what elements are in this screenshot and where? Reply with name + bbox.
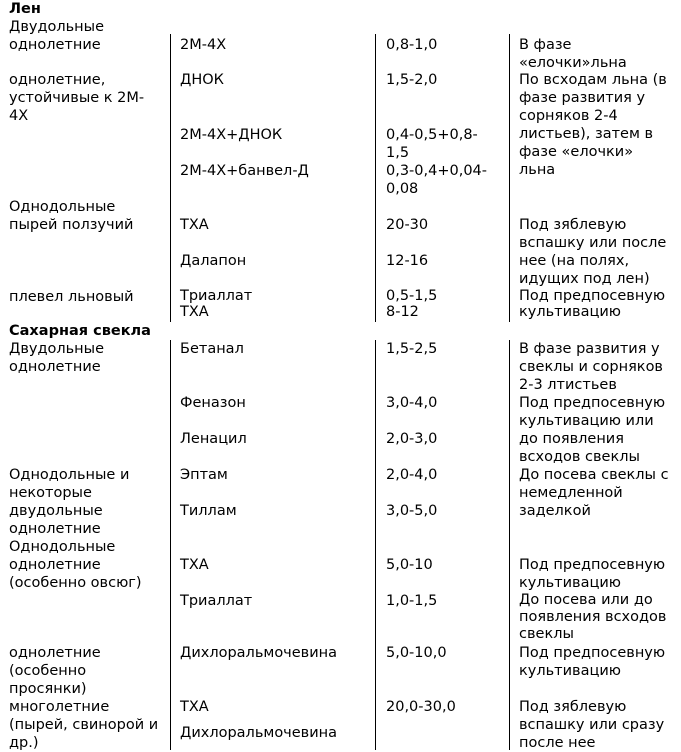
timing-cell: Под зяблевую вспашку или сразу после нее — [519, 699, 665, 751]
section-title-sugar-beet: Сахарная свекла — [9, 323, 151, 339]
herbicide-cell: Триаллат — [180, 593, 253, 609]
herbicide-cell: ТХА — [180, 557, 209, 573]
herbicide-cell: Дихлоральмочевина — [180, 725, 338, 741]
column-divider — [375, 340, 376, 750]
dose-cell: 5,0-10,0 — [386, 645, 447, 661]
weeds-cell: Однодольные однолетние (особенно овсюг) — [9, 539, 142, 591]
herbicide-cell: Эптам — [180, 467, 228, 483]
weeds-cell: Однодольные пырей ползучий — [9, 199, 134, 233]
dose-cell: 1,5-2,5 — [386, 341, 438, 357]
dose-cell: 1,5-2,0 — [386, 72, 438, 88]
timing-cell: До посева или до появления всходов свеклы — [519, 592, 667, 642]
timing-cell: Под зяблевую вспашку или после нее (на полях, идущих под лен) — [519, 217, 667, 287]
section-title-flax: Лен — [9, 1, 41, 17]
column-divider — [509, 34, 510, 322]
herbicide-cell: Ленацил — [180, 431, 247, 447]
herbicide-cell: 2М-4Х+ДНОК — [180, 127, 283, 143]
dose-cell: 1,0-1,5 — [386, 593, 438, 609]
timing-cell: В фазе «елочки»льна — [519, 37, 627, 71]
column-divider — [509, 340, 510, 750]
weeds-cell: Двудольные однолетние — [9, 341, 105, 375]
weeds-cell: плевел льновый — [9, 289, 134, 305]
dose-cell: 0,3-0,4+0,04- 0,08 — [386, 163, 488, 197]
dose-cell: 20,0-30,0 — [386, 699, 456, 715]
herbicide-cell: ДНОК — [180, 72, 224, 88]
weeds-cell: однолетние (особенно просянки) — [9, 645, 101, 697]
timing-cell: В фазе развития у свеклы и сорняков 2-3 лтистьев — [519, 341, 663, 393]
weeds-cell: однолетние, устойчивые к 2М- 4Х — [9, 72, 145, 124]
dose-cell: 2,0-4,0 — [386, 467, 438, 483]
dose-cell: 3,0-5,0 — [386, 503, 438, 519]
dose-cell: 5,0-10 — [386, 557, 433, 573]
column-divider — [170, 34, 171, 322]
weeds-cell: Однодольные и некоторые двудольные однолетние — [9, 467, 130, 537]
timing-cell: До посева свеклы с немедленной заделкой — [519, 467, 669, 519]
herbicide-cell: 2М-4Х — [180, 37, 227, 53]
dose-cell: 0,5-1,5 8-12 — [386, 288, 438, 320]
dose-cell: 2,0-3,0 — [386, 431, 438, 447]
weeds-cell: многолетние (пырей, свинорой и др.) — [9, 699, 159, 751]
herbicide-cell: Дихлоральмочевина — [180, 645, 338, 661]
herbicide-cell: 2М-4Х+банвел-Д — [180, 163, 309, 179]
timing-cell: Под предпосевную культивацию или до появления всходов свеклы — [519, 395, 666, 465]
timing-cell: По всходам льна (в фазе развития у сорняков 2-4 листьев), затем в фазе «елочки» льна — [519, 72, 667, 178]
timing-cell: Под предпосевную культивацию — [519, 645, 666, 679]
timing-cell: Под предпосевную культивацию — [519, 288, 666, 320]
herbicide-cell: Далапон — [180, 253, 247, 269]
column-divider — [375, 34, 376, 322]
herbicide-cell: ТХА — [180, 699, 209, 715]
column-divider — [170, 340, 171, 750]
herbicide-cell: Бетанал — [180, 341, 244, 357]
weeds-cell: Двудольные однолетние — [9, 19, 105, 53]
herbicide-cell: Тиллам — [180, 503, 237, 519]
dose-cell: 20-30 — [386, 217, 429, 233]
timing-cell: Под предпосевную культивацию — [519, 557, 666, 591]
dose-cell: 12-16 — [386, 253, 429, 269]
dose-cell: 0,8-1,0 — [386, 37, 438, 53]
dose-cell: 0,4-0,5+0,8- 1,5 — [386, 127, 478, 161]
herbicide-cell: Триаллат ТХА — [180, 288, 253, 320]
dose-cell: 3,0-4,0 — [386, 395, 438, 411]
herbicide-cell: ТХА — [180, 217, 209, 233]
herbicide-cell: Феназон — [180, 395, 246, 411]
